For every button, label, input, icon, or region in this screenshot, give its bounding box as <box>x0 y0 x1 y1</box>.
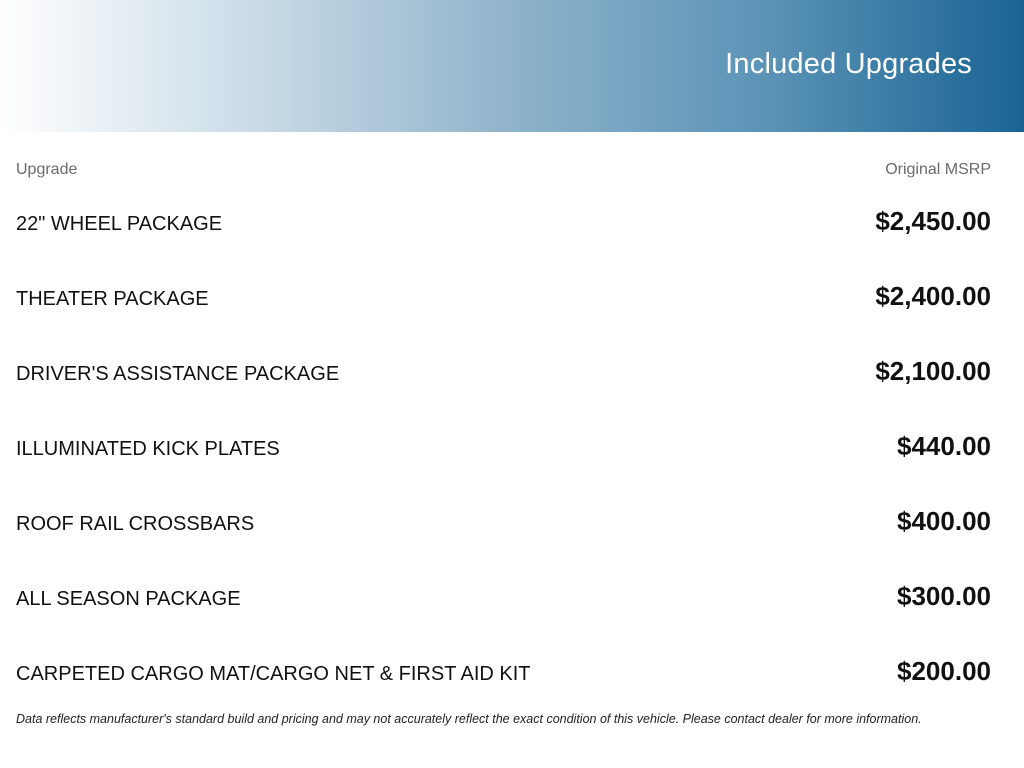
upgrade-name: ILLUMINATED KICK PLATES <box>16 438 280 460</box>
upgrade-name: ROOF RAIL CROSSBARS <box>16 513 255 535</box>
table-row <box>16 352 991 392</box>
column-header-msrp: Original MSRP <box>885 161 991 178</box>
page-title: Included Upgrades <box>725 48 972 80</box>
table-row <box>16 277 991 317</box>
upgrade-name: DRIVER'S ASSISTANCE PACKAGE <box>16 363 340 385</box>
upgrade-name: 22" WHEEL PACKAGE <box>16 213 223 235</box>
upgrade-price: $440.00 <box>897 431 991 461</box>
upgrade-price: $2,450.00 <box>875 206 991 236</box>
upgrade-price: $2,100.00 <box>875 356 991 386</box>
disclaimer-text: Data reflects manufacturer's standard build and pricing and may not accurately reflect the exact condition of this vehicle. Please contact dealer for more information. <box>16 712 922 726</box>
upgrade-price: $200.00 <box>897 656 991 686</box>
header-banner <box>0 0 1024 132</box>
table-row <box>16 652 991 692</box>
upgrade-name: THEATER PACKAGE <box>16 288 209 310</box>
upgrade-name: CARPETED CARGO MAT/CARGO NET & FIRST AID KIT <box>16 663 531 685</box>
table-row <box>16 202 991 242</box>
column-header-upgrade: Upgrade <box>16 161 78 178</box>
upgrade-name: ALL SEASON PACKAGE <box>16 588 241 610</box>
table-row <box>16 502 991 542</box>
table-row <box>16 577 991 617</box>
table-row <box>16 427 991 467</box>
upgrade-price: $400.00 <box>897 506 991 536</box>
upgrade-price: $2,400.00 <box>875 281 991 311</box>
upgrade-price: $300.00 <box>897 581 991 611</box>
